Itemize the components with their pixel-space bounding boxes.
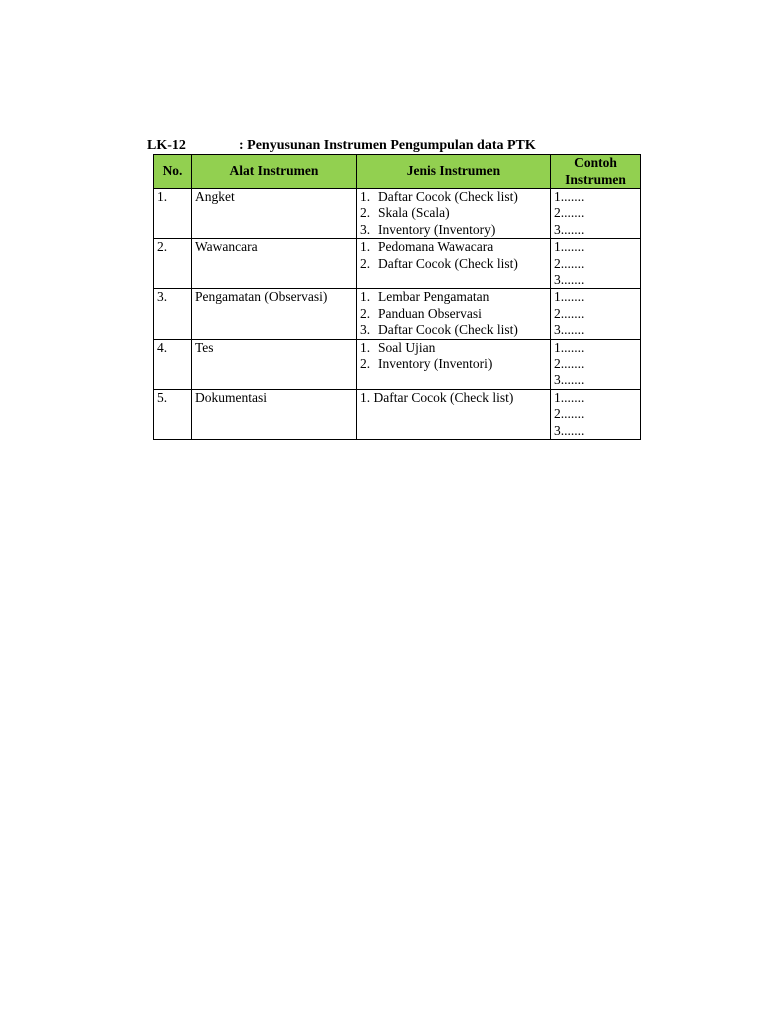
table-row xyxy=(154,289,641,339)
contoh-placeholder: 2....... xyxy=(554,255,585,271)
jenis-item xyxy=(360,289,547,305)
jenis-item-text: Inventory (Inventory) xyxy=(378,221,496,237)
contoh-placeholder: 2....... xyxy=(554,205,585,221)
contoh-placeholder: 1....... xyxy=(554,289,585,305)
contoh-placeholder: 3....... xyxy=(554,272,585,288)
row-number: 4. xyxy=(154,339,192,389)
jenis-instrumen-cell xyxy=(357,389,551,439)
jenis-item-number: 3. xyxy=(360,221,371,237)
contoh-placeholder: 1....... xyxy=(554,239,585,255)
jenis-item xyxy=(360,239,547,255)
jenis-item xyxy=(360,205,547,221)
row-number: 1. xyxy=(154,189,192,239)
jenis-item xyxy=(360,189,547,205)
alat-instrumen-cell: Wawancara xyxy=(192,239,357,289)
jenis-item xyxy=(360,322,547,338)
jenis-item-text: Panduan Observasi xyxy=(378,305,482,321)
contoh-instrumen-cell xyxy=(551,389,641,439)
jenis-item-number: 2. xyxy=(360,205,371,221)
contoh-instrumen-cell xyxy=(551,239,641,289)
jenis-item xyxy=(360,306,547,322)
jenis-item-text: 1. Daftar Cocok (Check list) xyxy=(360,389,514,405)
jenis-item xyxy=(360,256,547,272)
jenis-item-number: 2. xyxy=(360,255,371,271)
jenis-item-text: Lembar Pengamatan xyxy=(378,289,490,305)
alat-instrumen-cell: Tes xyxy=(192,339,357,389)
jenis-item xyxy=(360,356,547,372)
worksheet-title: : Penyusunan Instrumen Pengumpulan data PTK xyxy=(239,138,536,153)
jenis-item-number: 2. xyxy=(360,305,371,321)
document-title xyxy=(147,138,647,154)
header-contoh-line2: Instrumen xyxy=(565,171,626,187)
table-row xyxy=(154,339,641,389)
alat-instrumen-cell: Angket xyxy=(192,189,357,239)
jenis-instrumen-cell xyxy=(357,189,551,239)
jenis-item-text: Soal Ujian xyxy=(378,339,436,355)
jenis-item-text: Daftar Cocok (Check list) xyxy=(378,255,518,271)
jenis-item-text: Pedomana Wawacara xyxy=(378,239,494,255)
jenis-item-text: Inventory (Inventori) xyxy=(378,356,493,372)
jenis-item-number: 1. xyxy=(360,289,371,305)
contoh-instrumen-cell xyxy=(551,189,641,239)
contoh-instrumen-cell xyxy=(551,289,641,339)
row-number: 3. xyxy=(154,289,192,339)
jenis-item xyxy=(360,222,547,238)
jenis-item-text: Daftar Cocok (Check list) xyxy=(378,322,518,338)
header-contoh-instrumen xyxy=(551,155,641,189)
contoh-placeholder: 2....... xyxy=(554,305,585,321)
jenis-instrumen-cell xyxy=(357,339,551,389)
jenis-item-number: 1. xyxy=(360,189,371,204)
header-alat-instrumen: Alat Instrumen xyxy=(192,155,357,189)
contoh-placeholder: 3....... xyxy=(554,422,585,438)
alat-instrumen-cell: Dokumentasi xyxy=(192,389,357,439)
worksheet-code: LK-12 xyxy=(147,138,186,153)
contoh-placeholder: 1....... xyxy=(554,339,585,355)
header-jenis-instrumen: Jenis Instrumen xyxy=(357,155,551,189)
jenis-instrumen-cell xyxy=(357,239,551,289)
jenis-instrumen-cell xyxy=(357,289,551,339)
row-number: 2. xyxy=(154,239,192,289)
contoh-instrumen-cell xyxy=(551,339,641,389)
header-contoh-line1: Contoh xyxy=(574,155,617,171)
instrument-table xyxy=(153,154,641,440)
jenis-item-number: 2. xyxy=(360,356,371,372)
table-row xyxy=(154,389,641,439)
table-row xyxy=(154,239,641,289)
contoh-placeholder: 2....... xyxy=(554,406,585,422)
table-row xyxy=(154,189,641,239)
alat-instrumen-cell: Pengamatan (Observasi) xyxy=(192,289,357,339)
jenis-item xyxy=(360,340,547,356)
header-no: No. xyxy=(154,155,192,189)
contoh-placeholder: 1....... xyxy=(554,389,585,405)
contoh-placeholder: 1....... xyxy=(554,189,585,204)
jenis-item-text: Skala (Scala) xyxy=(378,205,450,221)
jenis-item-number: 1. xyxy=(360,339,371,355)
contoh-placeholder: 3....... xyxy=(554,322,585,338)
contoh-placeholder: 2....... xyxy=(554,356,585,372)
row-number: 5. xyxy=(154,389,192,439)
jenis-item-text: Daftar Cocok (Check list) xyxy=(378,189,518,204)
contoh-placeholder: 3....... xyxy=(554,221,585,237)
contoh-placeholder: 3....... xyxy=(554,372,585,388)
jenis-item-number: 3. xyxy=(360,322,371,338)
table-header-row xyxy=(154,155,641,189)
jenis-item-number: 1. xyxy=(360,239,371,255)
